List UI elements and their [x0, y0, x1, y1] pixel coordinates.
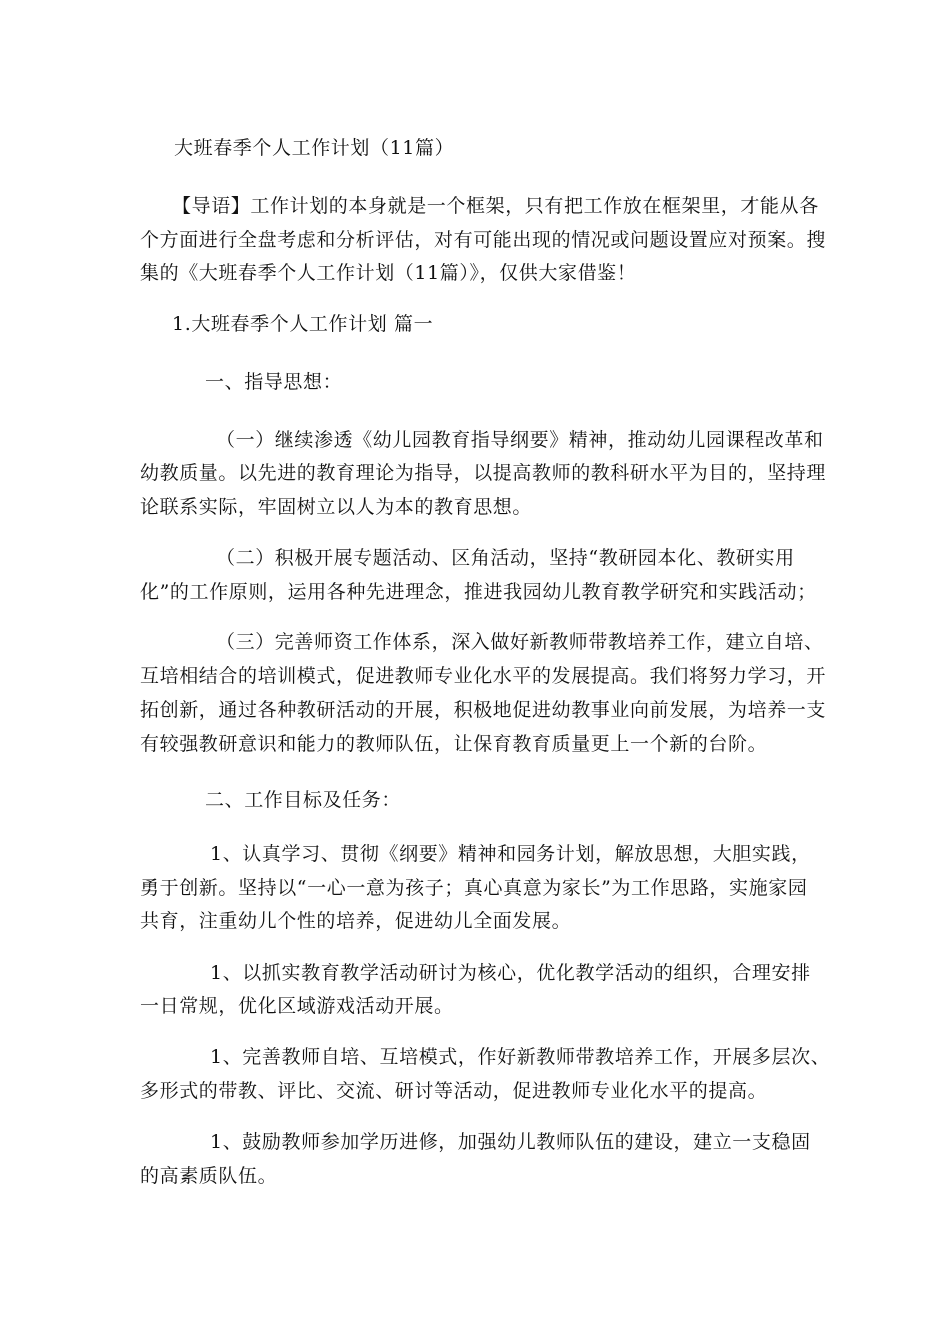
p4-line-2: 勇于创新。坚持以“一心一意为孩子；真心真意为家长”为工作思路，实施家园 [140, 877, 808, 899]
p3-line-3: 拓创新，通过各种教研活动的开展，积极地促进幼教事业向前发展，为培养一支 [140, 699, 827, 721]
p4-line-3: 共育，注重幼儿个性的培养，促进幼儿全面发展。 [140, 910, 572, 932]
section-title: 1.大班春季个人工作计划 篇一 [172, 313, 434, 335]
p2-line-2: 化”的工作原则，运用各种先进理念，推进我园幼儿教育教学研究和实践活动； [140, 581, 817, 603]
p6-line-2: 多形式的带教、评比、交流、研讨等活动，促进教师专业化水平的提高。 [140, 1080, 768, 1102]
p7-line-2: 的高素质队伍。 [140, 1165, 278, 1187]
p3-line-2: 互培相结合的培训模式，促进教师专业化水平的发展提高。我们将努力学习，开 [140, 665, 827, 687]
p2-line-1: （二）积极开展专题活动、区角活动，坚持“教研园本化、教研实用 [216, 547, 795, 569]
p1-line-3: 论联系实际，牢固树立以人为本的教育思想。 [140, 496, 533, 518]
p5-line-1: 1、以抓实教育教学活动研讨为核心，优化教学活动的组织，合理安排 [210, 962, 811, 984]
p5-line-2: 一日常规，优化区域游戏活动开展。 [140, 995, 454, 1017]
intro-line-1: 【导语】工作计划的本身就是一个框架，只有把工作放在框架里，才能从各 [172, 195, 819, 217]
p6-line-1: 1、完善教师自培、互培模式，作好新教师带教培养工作，开展多层次、 [210, 1046, 831, 1068]
intro-line-2: 个方面进行全盘考虑和分析评估，对有可能出现的情况或问题设置应对预案。搜 [140, 229, 827, 251]
document-title: 大班春季个人工作计划（11篇） [174, 137, 455, 159]
heading-goals-tasks: 二、工作目标及任务： [205, 789, 402, 811]
p1-line-2: 幼教质量。以先进的教育理论为指导，以提高教师的教科研水平为目的，坚持理 [140, 462, 827, 484]
p1-line-1: （一）继续渗透《幼儿园教育指导纲要》精神，推动幼儿园课程改革和 [216, 429, 824, 451]
p7-line-1: 1、鼓励教师参加学历进修，加强幼儿教师队伍的建设，建立一支稳固 [210, 1131, 811, 1153]
heading-guiding-thought: 一、指导思想： [205, 371, 343, 393]
p3-line-1: （三）完善师资工作体系，深入做好新教师带教培养工作，建立自培、 [216, 631, 824, 653]
intro-line-3: 集的《大班春季个人工作计划（11篇）》，仅供大家借鉴！ [140, 262, 637, 284]
p4-line-1: 1、认真学习、贯彻《纲要》精神和园务计划，解放思想，大胆实践， [210, 843, 811, 865]
p3-line-4: 有较强教研意识和能力的教师队伍，让保育教育质量更上一个新的台阶。 [140, 733, 768, 755]
